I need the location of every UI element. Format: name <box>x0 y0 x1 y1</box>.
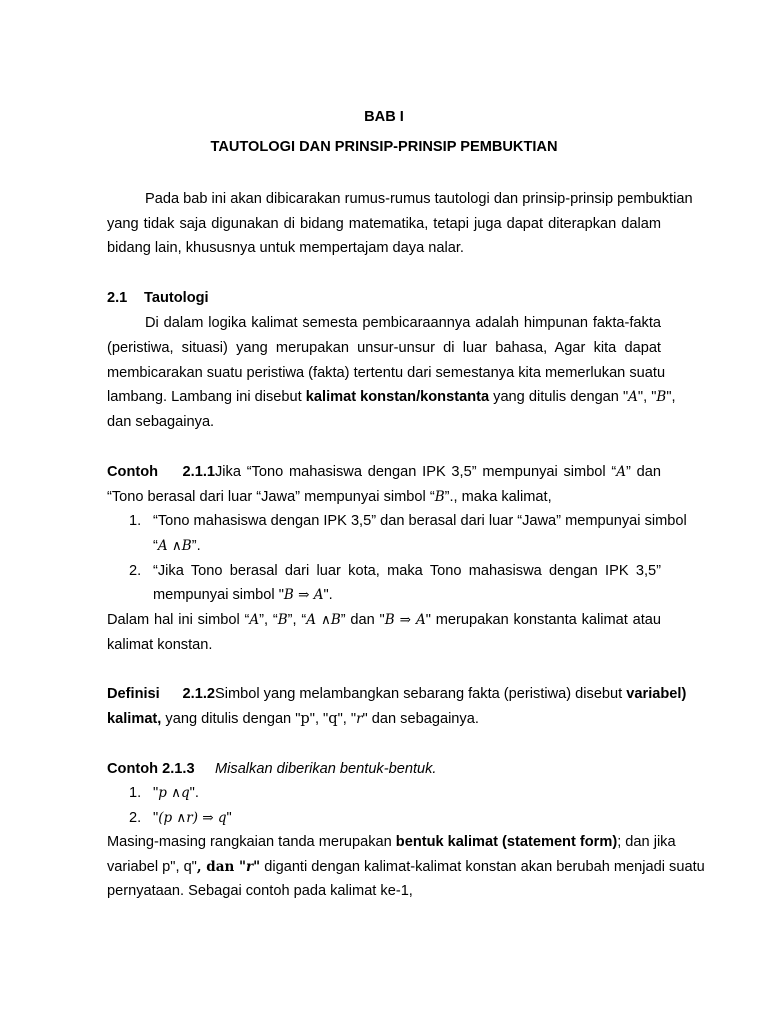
text: ", " <box>309 711 329 727</box>
text: ” dan " <box>340 612 385 628</box>
contoh1-summary-line-2: kalimat konstan. <box>107 637 213 653</box>
term-bentuk-kalimat: bentuk kalimat (statement form) <box>395 834 618 850</box>
contoh1-label: Contoh 2.1.1 <box>107 464 215 480</box>
variable-r: "r" <box>238 859 261 875</box>
text: " <box>226 810 232 826</box>
text: variabel p", q" <box>107 859 197 875</box>
text: / <box>416 389 421 405</box>
para1-line-4 <box>107 388 676 406</box>
text: diganti dengan kalimat-kalimat konstan akan berubah menjadi suatu <box>260 859 705 875</box>
contoh3-item-1 <box>153 784 661 802</box>
text: " <box>153 785 159 801</box>
para1-line-5: dan sebagainya. <box>107 414 215 430</box>
variable-r: r <box>356 711 363 727</box>
text: yang ditulis dengan " <box>489 389 629 405</box>
text: ", " <box>337 711 357 727</box>
intro-line-3: bidang lain, khususnya untuk mempertajam daya nalar. <box>107 240 464 256</box>
term-variabel: variabel) <box>626 686 687 702</box>
para1-line-3: membicarakan suatu peristiwa (fakta) tertentu dari semestanya kita memerlukan suatu <box>107 365 666 381</box>
text: ”. <box>191 538 201 554</box>
intro-line-2: yang tidak saja digunakan di bidang matematika, tetapi juga dapat diterapkan dalam <box>107 216 661 232</box>
definisi-label: Definisi 2.1.2 <box>107 686 215 702</box>
list-number: 1. <box>129 785 142 801</box>
text: mempunyai simbol " <box>153 587 284 603</box>
text: “ <box>153 538 158 554</box>
text: ” dan <box>626 464 661 480</box>
text: ", <box>666 389 676 405</box>
text: lambang. Lambang ini disebut <box>107 389 306 405</box>
text: Masing-masing rangkaian tanda merupakan <box>107 834 396 850</box>
text: " dan sebagainya. <box>362 711 479 727</box>
contoh1-item-1-line-2 <box>153 537 661 555</box>
contoh1-line-2 <box>107 488 661 506</box>
contoh3-line-1 <box>107 760 661 778</box>
definisi-line-1 <box>107 685 687 703</box>
contoh1-line-1 <box>107 463 661 481</box>
text: yang ditulis dengan " <box>161 711 301 727</box>
variable-p: p <box>300 710 310 727</box>
variable-q: q <box>328 710 338 727</box>
para1-line-1: Di dalam logika kalimat semesta pembicaraannya adalah himpunan fakta-fakta <box>145 315 661 331</box>
contoh3-label: Contoh 2.1.3 <box>107 761 195 777</box>
term-kalimat: kalimat, <box>107 711 162 727</box>
section-title: Tautologi <box>144 290 209 306</box>
text: ", " <box>637 389 657 405</box>
text: Jika “Tono mahasiswa dengan IPK 3,5” mempunyai simbol “ <box>215 464 617 480</box>
text: ”, “ <box>287 612 307 628</box>
text: " merupakan konstanta kalimat atau <box>425 612 661 628</box>
formula: A ∧B <box>306 612 341 628</box>
list-number: 1. <box>129 513 142 529</box>
chapter-title: TAUTOLOGI DAN PRINSIP-PRINSIP PEMBUKTIAN <box>210 139 558 155</box>
text: Simbol yang melambangkan sebarang fakta (peristiwa) disebut <box>215 686 627 702</box>
text: “Tono berasal dari luar “Jawa” mempunyai simbol “ <box>107 489 435 505</box>
symbol-a: A <box>616 464 627 480</box>
text: ”., maka kalimat, <box>444 489 552 505</box>
intro-line-1: Pada bab ini akan dibicarakan rumus-rumus tautologi dan prinsip-prinsip pembuktian <box>145 191 693 207</box>
list-number: 2. <box>129 563 142 579</box>
definisi-line-2 <box>107 710 661 728</box>
formula: A ∧B <box>157 538 192 554</box>
text: Dalam hal ini simbol “ <box>107 612 250 628</box>
text: " <box>153 810 159 826</box>
closing-line-1 <box>107 833 676 851</box>
symbol-b: B <box>656 389 667 405</box>
text: ”, “ <box>259 612 278 628</box>
symbol-b: B <box>277 612 288 628</box>
symbol-a: A <box>628 389 638 405</box>
text: ; dan jika <box>617 834 676 850</box>
formula: B ⇒ A <box>283 587 324 603</box>
contoh3-item-2 <box>153 809 661 827</box>
symbol-a: A <box>249 612 260 628</box>
contoh3-lead: Misalkan diberikan bentuk-bentuk. <box>215 761 437 777</box>
formula: p ∧q <box>158 785 190 801</box>
term-konstanta: konstanta <box>420 389 490 405</box>
chapter-heading: BAB I <box>364 109 404 125</box>
para1-line-2: (peristiwa, situasi) yang merupakan unsur-unsur di luar bahasa, Agar kita dapat <box>107 340 661 356</box>
contoh1-item-1-line-1: “Tono mahasiswa dengan IPK 3,5” dan berasal dari luar “Jawa” mempunyai simbol <box>153 513 687 529</box>
symbol-b: B <box>434 489 445 505</box>
section-number: 2.1 <box>107 290 128 306</box>
contoh1-item-2-line-1: “Jika Tono berasal dari luar kota, maka Tono mahasiswa dengan IPK 3,5” <box>153 563 661 579</box>
text: ". <box>189 785 199 801</box>
text: ". <box>323 587 333 603</box>
contoh1-item-2-line-2 <box>153 586 661 604</box>
formula: (p ∧r) ⇒ q <box>158 810 227 826</box>
formula: B ⇒ A <box>384 612 426 628</box>
list-number: 2. <box>129 810 142 826</box>
contoh1-summary-line-1 <box>107 611 661 629</box>
section-heading <box>107 289 661 307</box>
term-kalimat-konstan: kalimat konstan <box>305 389 417 405</box>
closing-line-2 <box>107 858 705 876</box>
closing-line-3: pernyataan. Sebagai contoh pada kalimat ke-1, <box>107 883 413 899</box>
text: , dan <box>196 859 239 875</box>
